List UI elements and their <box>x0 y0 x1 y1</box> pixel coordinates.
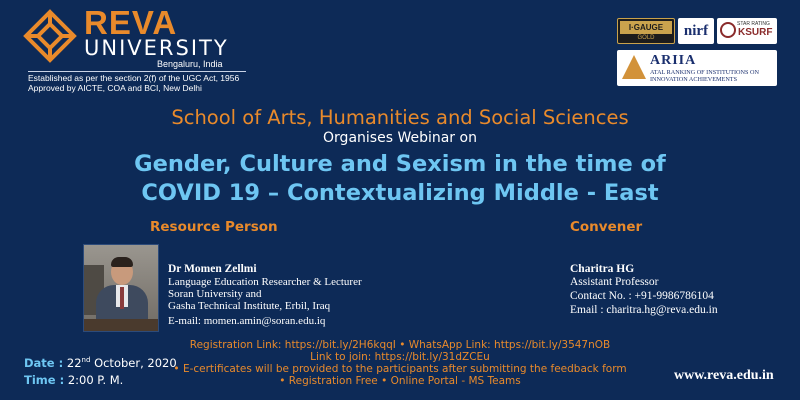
convener-email: Email : charitra.hg@reva.edu.in <box>570 304 718 316</box>
registration-note: • Registration Free • Online Portal - MS Teams <box>279 375 521 387</box>
ksurf-badge <box>717 18 777 44</box>
speaker-role: Language Education Researcher & Lecturer <box>168 276 362 288</box>
organises-text: Organises Webinar on <box>323 130 477 146</box>
ksurf-badge-small: STAR RATING <box>737 21 770 27</box>
date-suffix: nd <box>81 356 91 365</box>
nirf-badge-label: nirf <box>683 23 709 39</box>
school-name: School of Arts, Humanities and Social Sciences <box>171 106 629 129</box>
join-link[interactable]: Link to join: https://bit.ly/31dZCEu <box>310 351 490 363</box>
date-label: Date : <box>24 356 64 370</box>
establishment-line-2: Approved by AICTE, COA and BCI, New Delhi <box>28 83 202 93</box>
convener-title: Assistant Professor <box>570 276 659 288</box>
reva-logo-icon <box>22 8 78 64</box>
logo-subtitle: UNIVERSITY <box>84 36 229 60</box>
convener-heading: Convener <box>570 219 643 235</box>
webinar-title-line-2: COVID 19 – Contextualizing Middle - East <box>141 180 659 206</box>
website-link[interactable]: www.reva.edu.in <box>674 368 774 383</box>
logo-city: Bengaluru, India <box>157 59 223 69</box>
ariia-badge-sub: ATAL RANKING OF INSTITUTIONS ON INNOVATION ACHIEVEMENTS <box>650 69 759 83</box>
logo-divider <box>28 71 246 72</box>
ksurf-emblem-icon <box>720 22 736 38</box>
date-day: 22 <box>66 356 82 370</box>
webinar-title-line-1: Gender, Culture and Sexism in the time of <box>134 151 666 177</box>
ariia-triangle-icon <box>622 55 646 79</box>
resource-person-heading: Resource Person <box>150 219 278 235</box>
establishment-text <box>28 73 239 93</box>
ksurf-badge-label: KSURF <box>738 27 773 38</box>
speaker-photo <box>83 244 159 332</box>
time-value: 2:00 P. M. <box>67 373 124 387</box>
speaker-affiliation-1: Soran University and <box>168 288 262 300</box>
registration-links[interactable]: Registration Link: https://bit.ly/2H6kqqI • WhatsApp Link: https://bit.ly/3547nOB <box>189 339 611 351</box>
time-row <box>24 373 123 387</box>
igauge-badge-label: I·GAUGE <box>620 21 672 34</box>
convener-contact: Contact No. : +91-9986786104 <box>570 290 714 302</box>
convener-name: Charitra HG <box>570 263 635 275</box>
ariia-badge <box>617 50 777 86</box>
igauge-badge <box>617 18 675 44</box>
logo-title: REVA <box>84 4 178 41</box>
igauge-badge-sub: GOLD <box>637 35 655 41</box>
nirf-badge <box>678 18 714 44</box>
establishment-line-1: Established as per the section 2(f) of the UGC Act, 1956 <box>28 73 240 83</box>
date-row <box>24 356 177 370</box>
date-rest: October, 2020 <box>94 356 177 370</box>
certificate-note: • E-certificates will be provided to the participants after submitting the feedback form <box>173 363 627 375</box>
speaker-affiliation-2: Gasha Technical Institute, Erbil, Iraq <box>168 300 331 312</box>
speaker-name: Dr Momen Zellmi <box>168 263 257 275</box>
ariia-badge-label: ARIIA <box>650 53 697 68</box>
speaker-email: E-mail: momen.amin@soran.edu.iq <box>168 315 326 327</box>
time-label: Time : <box>24 373 65 387</box>
